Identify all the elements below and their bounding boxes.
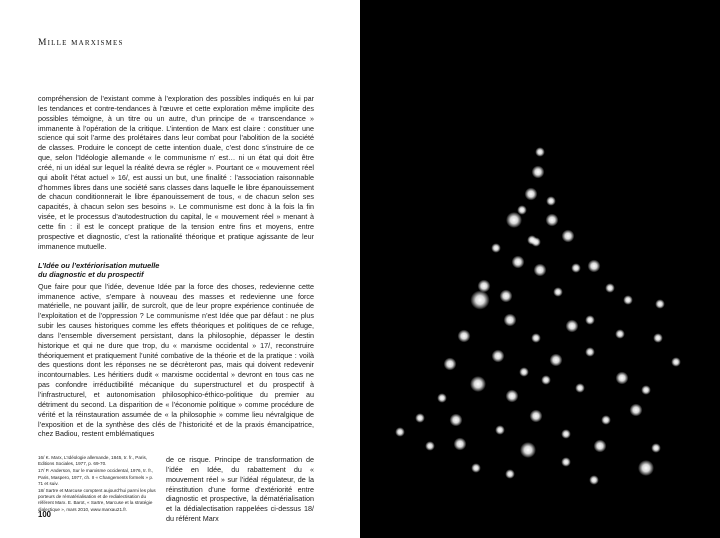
- light-point: [541, 375, 551, 385]
- light-point: [655, 299, 665, 309]
- light-point: [470, 376, 486, 392]
- page-number: 100: [38, 510, 52, 519]
- running-head: Mille marxismes: [38, 38, 124, 48]
- light-point: [653, 333, 663, 343]
- section-paragraph: Que faire pour que l’idée, devenue Idée par la force des choses, redevienne cette immanence active, s’empare à nouveau des masses et redevienne une force matérielle, ne pouvant jaillir, de surcroît, que de leur propre expérience continuée de l’exploitation et de l’oppression ? Le communisme n’est Idée que par défaut : ne plus subir les causes historiques comme les effets théoriques et politiques de ce refuge, dans l’ensemble diversement persistant, dans la philosophie, dépasser le destin historique et qui ne dure que trop, du « marxisme occidental » 17/, reconstruire théoriquement et pratiquement l’unité combative de la théorie et de la pratique : voilà des questions dont les réponses ne se décrèteront pas, mais qui doivent redevenir incontournables. Les héritiers dudit « marxisme occidental » devront en tous cas ne pas confondre irréductibilité mécanique du superstructurel et du prospectif à l’infrastructurel, et autonomisation philosophico-éthico-politique du premier au détriment du second. La disparition de « l’économie politique » comme procédure de vérité et la réinstauration assumée de « la philosophie » comme lieu névralgique de l’exposition et de la synthèse des clés de l’historicité et de la praxis émancipatrice, chez Badiou, restent emblématiques: [38, 281, 314, 439]
- body-paragraph: compréhension de l’existant comme à l’exploration des possibles indiqués en lui par les tendances et contre-tendances à l’œuvre et cette exploration même implicite des possibles témoigne, à un titre ou un autre, d’un principe de « transcendance » immanente à l’opération de la critique. L’intention de Marx est claire : constituer une science qui soit l’arme des prolétaires dans leur combat pour l’abolition de la société de classes. Produire le concept de cette intention duale, c’est donc s’instruire de ce que, selon l’Idéologie allemande « le communisme n’ est… ni un état qui doit être créé, ni un idéal sur lequel la réalité devra se régler ». Pourtant ce « mouvement réel qui abolit l’état actuel » 16/, est aussi un but, une finalité : l’association raisonnable d’hommes libres dans une société sans classes dans laquelle le libre épanouissement de chacun conditionnerait le libre épanouissement de tous, « de chacun selon ses capacités, à chacun selon ses besoins ». Le communisme est donc à la fois la fin visée, et le processus d’autodestruction du capital, le « mouvement réel » menant à cette fin : il est le concept pratique de la tension entre fins et moyens, entre prospective et diagnostic, c’est la rationalité théorique et pratique agissante de leur immanence mutuelle.: [38, 94, 314, 251]
- right-page-photo: [360, 0, 720, 538]
- light-point: [491, 243, 501, 253]
- light-point: [605, 283, 615, 293]
- light-point: [395, 427, 405, 437]
- light-point: [616, 372, 629, 385]
- footnote: 18/ Sartre et Marcuse comptent aujourd’hui parmi les plus porteurs de rématérialisation et de redialectisation du référent Marx. E. Barot, « Sartre, Marcuse et la stratégie dialectique », mars 2010, www.marxau21.fr.: [38, 488, 156, 512]
- light-point: [623, 295, 633, 305]
- light-point: [458, 330, 471, 343]
- light-triangle-photo: [360, 0, 720, 538]
- light-point: [425, 441, 435, 451]
- light-point: [520, 442, 536, 458]
- light-point: [450, 414, 463, 427]
- light-point: [561, 457, 571, 467]
- light-point: [671, 357, 681, 367]
- light-point: [454, 438, 467, 451]
- light-point: [546, 196, 556, 206]
- light-point: [495, 425, 505, 435]
- section-title-line-1: L’Idée ou l’extériorisation mutuelle: [38, 260, 160, 270]
- light-point: [566, 320, 579, 333]
- light-point: [589, 475, 599, 485]
- light-point: [601, 415, 611, 425]
- footnotes: [38, 455, 158, 514]
- light-point: [527, 235, 537, 245]
- light-point: [525, 188, 538, 201]
- light-point: [415, 413, 425, 423]
- light-point: [585, 347, 595, 357]
- light-point: [532, 166, 545, 179]
- light-point: [550, 354, 563, 367]
- light-point: [506, 390, 519, 403]
- light-point: [562, 230, 575, 243]
- light-point: [571, 263, 581, 273]
- footnote: 16/ K. Marx, L’Idéologie allemande, 1845, tr. fr., Paris, Editions Sociales, 1977, p. 69-70.: [38, 455, 148, 467]
- light-point: [535, 147, 545, 157]
- light-point: [630, 404, 643, 417]
- light-point: [638, 460, 654, 476]
- light-point: [531, 333, 541, 343]
- light-point: [437, 393, 447, 403]
- light-point: [519, 367, 529, 377]
- light-point: [530, 410, 543, 423]
- section-title-line-2: du diagnostic et du prospectif: [38, 270, 144, 280]
- light-point: [504, 314, 517, 327]
- light-point: [615, 329, 625, 339]
- light-point: [585, 315, 595, 325]
- light-point: [500, 290, 513, 303]
- light-point: [641, 385, 651, 395]
- light-point: [470, 290, 489, 309]
- light-point: [512, 256, 525, 269]
- light-point: [505, 469, 515, 479]
- light-point: [588, 260, 601, 273]
- light-point: [506, 212, 522, 228]
- light-point: [546, 214, 559, 227]
- section-title: [38, 261, 314, 280]
- main-text: [38, 94, 314, 439]
- light-point: [492, 350, 505, 363]
- footnote: 17/ P. Anderson, Sur le marxisme occidental, 1976, tr. fr., Paris, Maspero, 1977, ch. II « Changements formels » p. 71 et suiv.: [38, 468, 154, 486]
- light-point: [575, 383, 585, 393]
- light-point: [534, 264, 547, 277]
- wrap-paragraph: de ce risque. Principe de transformation de l’idée en Idée, du rabattement du « mouvement réel » sur l’idéal régulateur, de la réinstitution d’une forme d’extériorité entre diagnostic et prospective, la dématérialisation et la dédialectisation rappelées ci-dessus 18/ du référent Marx: [166, 455, 314, 524]
- light-point: [561, 429, 571, 439]
- light-point: [444, 358, 457, 371]
- light-point: [517, 205, 527, 215]
- light-point: [594, 440, 607, 453]
- light-point: [553, 287, 563, 297]
- light-point: [471, 463, 481, 473]
- light-point: [651, 443, 661, 453]
